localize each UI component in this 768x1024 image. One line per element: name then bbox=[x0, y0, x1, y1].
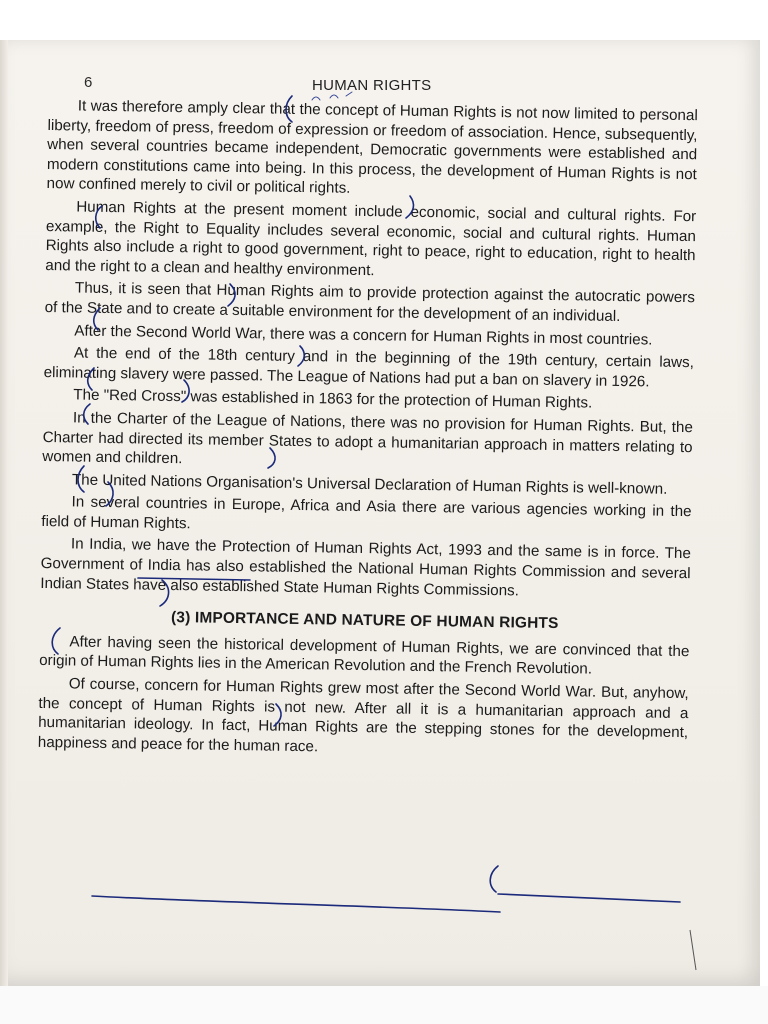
paragraph: The United Nations Organisation's Universal Declaration of Human Rights is well-known. bbox=[71, 471, 668, 498]
running-title: HUMAN RIGHTS bbox=[312, 77, 432, 94]
section-heading: (3) IMPORTANCE AND NATURE OF HUMAN RIGHTS bbox=[170, 609, 559, 633]
paragraph: It was therefore amply clear that the concept of Human Rights is not now limited to personal liberty, freedom of press, freedom of expression or freedom of association. Hence, subsequently, when several countries became independent, Democratic governments were established and modern constitutions came into being. In this process, the development of Human Rights is not now confined merely to civil or political rights. bbox=[46, 97, 698, 198]
paragraph: Of course, concern for Human Rights grew most after the Second World War. But, anyhow, the concept of Human Rights is not new. After all it is a humanitarian approach and a humanitarian ideology. In fact, Human Rights are the stepping stones for the development, happiness and peace for the human race. bbox=[37, 675, 689, 756]
paragraph: At the end of the 18th century and in the beginning of the 19th century, certain laws, eliminating slavery were passed. The League of Nations had put a ban on slavery in 1926. bbox=[43, 344, 695, 391]
paragraph: After having seen the historical development of Human Rights, we are convinced that the origin of Human Rights lies in the American Revolution and the French Revolution. bbox=[38, 633, 690, 679]
page-number: 6 bbox=[84, 74, 93, 91]
paragraph: In several countries in Europe, Africa and Asia there are various agencies working in the field of Human Rights. bbox=[41, 493, 692, 533]
paragraph: In the Charter of the League of Nations, there was no provision for Human Rights. But, the Charter had directed its member States to adopt a humanitarian approach in matters relating to women and children. bbox=[42, 409, 694, 468]
paragraph: After the Second World War, there was a concern for Human Rights in most countries. bbox=[74, 321, 653, 349]
paragraph: Human Rights at the present moment include economic, social and cultural rights. For example, the Right to Equality includes several economic, social and cultural rights. Human Rights also include a right to good government, right to peace, right to education, right to health and the right to a clean and healthy environment. bbox=[45, 198, 697, 279]
paragraph: In India, we have the Protection of Human Rights Act, 1993 and the same is in force. The Government of India has also established the National Human Rights Commission and several Indian States have also established State Human Rights Commissions. bbox=[40, 535, 692, 600]
paragraph: Thus, it is seen that Human Rights aim to provide protection against the autocratic powers of the State and to create a suitable environment for the development of an individual. bbox=[44, 279, 696, 325]
paragraph: The "Red Cross" was established in 1863 for the protection of Human Rights. bbox=[73, 386, 593, 412]
